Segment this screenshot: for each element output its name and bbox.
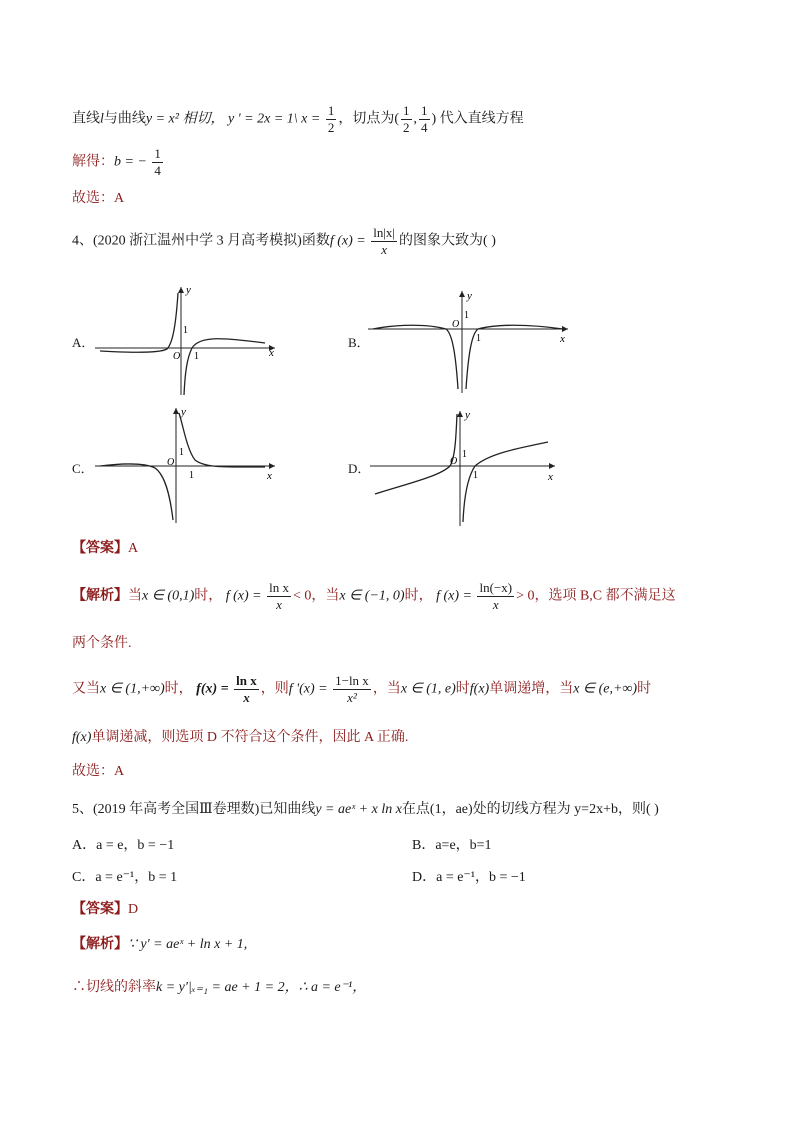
- tick-1-y: 1: [464, 310, 469, 321]
- den: x: [492, 597, 499, 612]
- answer-value: D: [128, 902, 139, 917]
- num: 1: [154, 146, 161, 161]
- num: 1: [327, 103, 335, 118]
- num: 1: [421, 103, 428, 118]
- tick-1-x: 1: [189, 470, 194, 481]
- math-interval: x ∈ (−1, 0): [339, 588, 405, 604]
- option-b-label: B．: [348, 335, 370, 350]
- x-arrow: [269, 463, 275, 469]
- prev-line-1: 直线l与曲线y = x² 相切， y ' = 2x = 1\ x = $\frac{1}{2}$ ，切点为( $\frac{1}{2}$ , $\frac{1}{4}$ ) 代入直线方程: [72, 103, 524, 135]
- text: 在点(1，ae)处的切线方程为 y=2x+b，则( ): [401, 802, 659, 817]
- math-result: ，∴ a = e⁻¹，: [284, 980, 367, 995]
- den: 2: [403, 120, 410, 135]
- origin-label: O: [173, 351, 181, 362]
- fraction: [267, 580, 291, 613]
- origin-label: O: [452, 319, 460, 330]
- fraction-half: [326, 103, 337, 136]
- math-interval: x ∈ (1,+∞): [100, 681, 165, 697]
- den: x: [381, 242, 387, 257]
- math-l: l: [100, 111, 104, 127]
- text: 与曲线: [103, 111, 146, 127]
- curve-right: [463, 442, 548, 522]
- text: > 0，选项 B,C 都不满足这: [516, 588, 676, 604]
- graph-a: [95, 283, 280, 398]
- q4-stem: [72, 225, 496, 258]
- q4-analysis-4: [72, 726, 408, 746]
- den: 4: [154, 163, 161, 178]
- q5-stem: [72, 798, 659, 818]
- option-a-label: A．: [72, 335, 95, 350]
- den: x: [243, 690, 250, 705]
- text: 时: [455, 681, 470, 697]
- option-d-label: D．: [348, 461, 371, 476]
- y-label: y: [467, 290, 472, 302]
- text: ，则: [260, 681, 289, 697]
- fraction-quarter-2: [152, 146, 163, 179]
- curve-right: [184, 339, 265, 395]
- origin-label: O: [450, 456, 458, 467]
- y-label: y: [465, 409, 470, 421]
- graph-d: [370, 408, 560, 528]
- num: 1−ln x: [335, 673, 369, 688]
- curve-left: [373, 325, 458, 389]
- tick-1-y: 1: [462, 449, 467, 460]
- math-interval: x ∈ (1, e): [400, 681, 456, 697]
- option-c-label: C．: [72, 461, 94, 476]
- math-fx: f (x) =: [329, 233, 366, 249]
- text: 解得：: [72, 154, 114, 170]
- math-fx: f (x) =: [436, 588, 472, 604]
- math-fx-bold: f(x) =: [196, 681, 229, 697]
- text: 时: [637, 681, 652, 697]
- q5-analysis-1: [72, 933, 247, 953]
- tick-1-y: 1: [183, 325, 188, 336]
- y-arrow: [459, 291, 465, 297]
- prev-line-2: [72, 146, 165, 179]
- curve-right: [179, 413, 265, 467]
- num: ln(−x): [479, 580, 513, 595]
- tick-1-x: 1: [473, 470, 478, 481]
- x-arrow: [549, 463, 555, 469]
- q4-analysis-2: 两个条件.: [72, 636, 132, 651]
- q4-conclusion: 故选：A: [72, 764, 125, 779]
- y-arrow: [457, 411, 463, 417]
- text: 直线: [72, 111, 100, 127]
- den: x²: [347, 690, 357, 705]
- den: 4: [421, 120, 428, 135]
- math-interval: x ∈ (0,1): [142, 588, 195, 604]
- x-label: x: [560, 333, 565, 345]
- curve-left: [100, 464, 173, 520]
- text: ，切点为: [338, 111, 395, 127]
- text: ∴切线的斜率: [72, 980, 156, 995]
- math-derivative: y ' = 2x = 1\ x =: [227, 111, 321, 127]
- graph-b: [368, 289, 573, 394]
- text: 单调递减，则选项 D 不符合这个条件，因此 A 正确.: [91, 730, 409, 745]
- text: ，当: [372, 681, 401, 697]
- text: 时，: [404, 588, 433, 604]
- analysis-tag: 【解析】: [72, 588, 128, 604]
- q4-analysis-3: [72, 673, 651, 706]
- fraction: [234, 673, 259, 706]
- text: < 0，当: [292, 588, 340, 604]
- tick-1-x: 1: [476, 333, 481, 344]
- q5-option-c: C．a = e⁻¹，b = 1: [72, 870, 178, 885]
- math-derivative: f '(x) =: [288, 681, 328, 697]
- y-label: y: [186, 284, 191, 296]
- text: 单调递增，当: [489, 681, 574, 697]
- q5-option-d: D．a = e⁻¹，b = −1: [412, 870, 526, 885]
- y-label: y: [181, 406, 186, 418]
- math-fx: f(x): [469, 681, 490, 697]
- q5-option-b: B．a=e，b=1: [412, 838, 492, 853]
- math-fx: f(x): [72, 730, 92, 745]
- fraction-quarter: [419, 103, 430, 136]
- math-b: b = −: [114, 154, 147, 170]
- q5-analysis-2: [72, 976, 366, 996]
- math-interval: x ∈ (e,+∞): [573, 681, 638, 697]
- tick-1-x: 1: [194, 351, 199, 362]
- x-label: x: [267, 470, 272, 482]
- den: 2: [327, 120, 335, 135]
- num: ln x: [236, 673, 257, 688]
- math-fx: f (x) =: [225, 588, 262, 604]
- fraction-stem: [371, 225, 397, 258]
- y-arrow: [173, 408, 179, 414]
- den: x: [276, 597, 282, 612]
- graph-c: [95, 405, 280, 525]
- text: 4、(2020 浙江温州中学 3 月高考模拟)函数: [72, 233, 330, 249]
- math-curve: y = x² 相切，: [145, 111, 225, 127]
- analysis-tag: 【解析】: [72, 937, 128, 952]
- text: 又当: [72, 681, 100, 697]
- math-derivative: ∵ y′ = aeˣ + ln x + 1,: [128, 937, 248, 952]
- tick-1-y: 1: [179, 447, 184, 458]
- prev-conclusion: 故选：A: [72, 191, 125, 206]
- num: ln|x|: [373, 225, 396, 240]
- num: 1: [403, 103, 410, 118]
- q5-answer: [72, 898, 138, 918]
- curve-left: [100, 293, 178, 352]
- text: 当: [128, 588, 142, 604]
- answer-value: A: [128, 541, 139, 556]
- fraction-half-2: [401, 103, 412, 136]
- x-label: x: [269, 347, 274, 359]
- curve-left: [375, 414, 457, 494]
- text: 的图象大致为( ): [399, 233, 496, 249]
- text: 时，: [164, 681, 193, 697]
- fraction: [333, 673, 371, 706]
- q4-analysis-1: [72, 580, 676, 613]
- q4-answer: [72, 537, 138, 557]
- fraction: [477, 580, 514, 613]
- num: ln x: [269, 580, 289, 595]
- answer-tag: 【答案】: [72, 902, 128, 917]
- text: 5、(2019 年高考全国Ⅲ卷理数)已知曲线: [72, 802, 316, 817]
- math-curve: y = aeˣ + x ln x: [315, 802, 402, 817]
- text: 时，: [194, 588, 223, 604]
- origin-label: O: [167, 457, 175, 468]
- math-slope: k = y′|ₓ₌₁ = ae + 1 = 2: [156, 980, 285, 995]
- q5-option-a: A．a = e，b = −1: [72, 838, 175, 853]
- x-label: x: [548, 471, 553, 483]
- y-arrow: [178, 287, 184, 293]
- answer-tag: 【答案】: [72, 541, 128, 556]
- text: 代入直线方程: [439, 111, 524, 127]
